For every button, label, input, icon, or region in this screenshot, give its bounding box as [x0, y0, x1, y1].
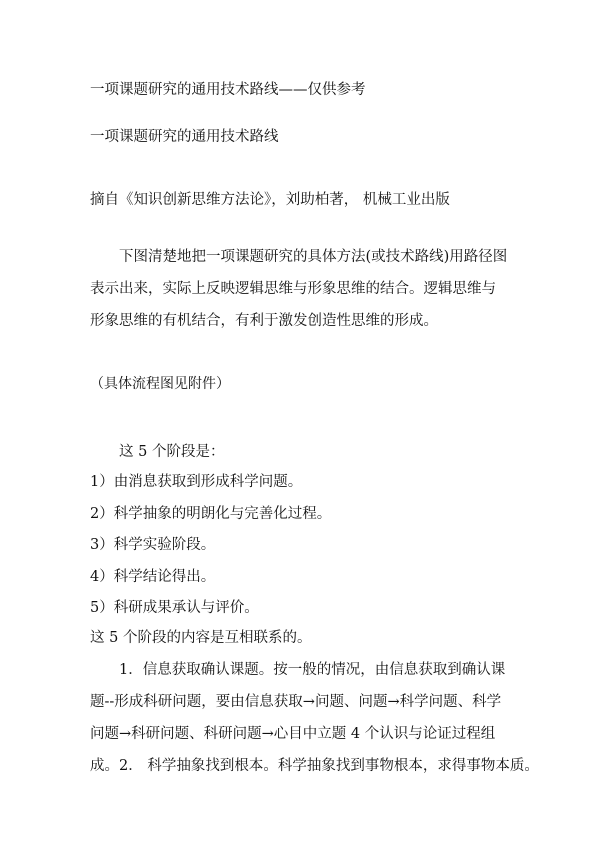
- stage-item-1: 1）由消息获取到形成科学问题。: [90, 474, 303, 490]
- stage-item-2: 2）科学抽象的明朗化与完善化过程。: [90, 506, 332, 522]
- source-citation: 摘自《知识创新思维方法论》，刘助柏著， 机械工业出版: [90, 192, 450, 208]
- intro-paragraph: 下图清楚地把一项课题研究的具体方法(或技术路线)用路径图表示出来，实际上反映逻辑思维与形象思维的结合。逻辑思维与形象思维的有机结合，有利于激发创造性思维的形成。: [90, 249, 508, 329]
- detail-paragraph-2: 2． 科学抽象找到根本。科学抽象找到事物根本，求得事物本质。: [119, 758, 539, 774]
- stage-item-3: 3）科学实验阶段。: [90, 537, 216, 553]
- stages-relation: 这 5 个阶段的内容是互相联系的。: [90, 630, 312, 646]
- stage-item-4: 4）科学结论得出。: [90, 569, 216, 585]
- flowchart-note: （具体流程图见附件）: [90, 376, 230, 392]
- stage-item-5: 5）科研成果承认与评价。: [90, 600, 259, 616]
- stages-intro: 这 5 个阶段是：: [119, 444, 225, 460]
- document-title: 一项课题研究的通用技术路线——仅供参考: [90, 82, 366, 98]
- detail-paragraph-1: 1．信息获取确认课题。按一般的情况，由信息获取到确认课题--形成科研问题，要由信息获取→问题、问题→科学问题、科学问题→科研问题、科研问题→心目中立题 4 个认识与论证过程组成。: [90, 662, 506, 774]
- document-subtitle: 一项课题研究的通用技术路线: [90, 129, 279, 145]
